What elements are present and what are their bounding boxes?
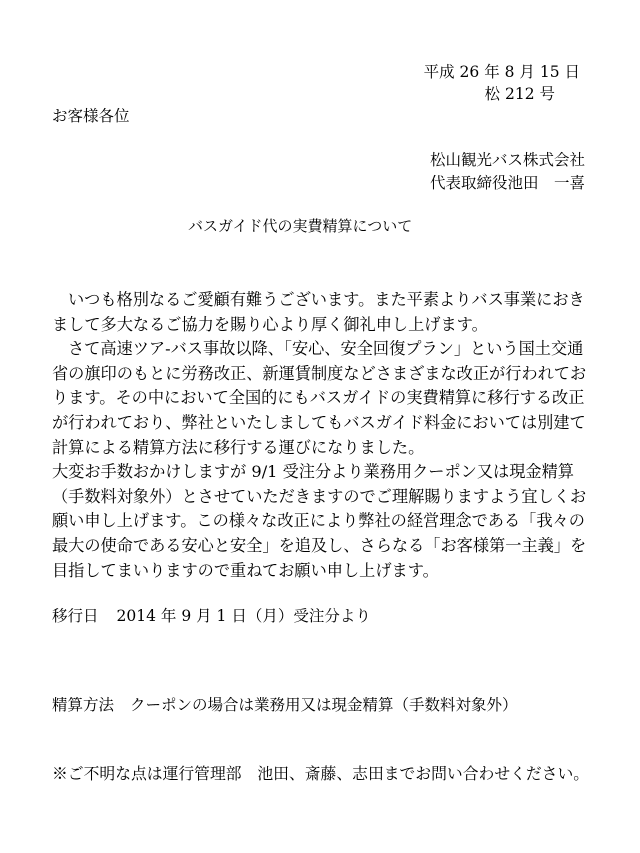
body-line: 最大の使命である安心と安全」を追及し、さらなる「お客様第一主義」を [52, 535, 587, 555]
settlement-method-row [52, 695, 518, 715]
reference-number: 松 212 号 [484, 85, 555, 103]
document-title: バスガイド代の実費精算について [188, 217, 413, 235]
issue-date: 平成 26 年 8 月 15 日 [423, 63, 580, 81]
body-line: さて高速ツア-バス事故以降、「安心、安全回復プラン」という国土交通 [68, 339, 584, 359]
representative-name: 代表取締役池田 一喜 [429, 174, 585, 192]
body-line: まして多大なるご協力を賜り心より厚く御礼申し上げます。 [52, 314, 488, 334]
body-line: 目指してまいりますので重ねてお願い申し上げます。 [52, 560, 439, 580]
body-line: 省の旗印のもとに労務改正、新運賃制度などさまざまな改正が行われてお [52, 363, 587, 383]
body-line: 計算による精算方法に移行する運びになりました。 [52, 437, 425, 457]
body-line: いつも格別なるご愛顧有難うございます。また平素よりバス事業におき [68, 290, 585, 309]
contact-note: ※ご不明な点は運行管理部 池田、斎藤、志田までお問い合わせください。 [52, 764, 590, 783]
addressee: お客様各位 [52, 107, 130, 125]
transition-date-row [52, 606, 371, 626]
body-line: 願い申し上げます。この様々な改正により弊社の経営理念である「我々の [52, 511, 585, 531]
body-line: 大変お手数おかけしますが 9/1 受注分より業務用クーポン又は現金精算 [52, 462, 574, 482]
body-line: が行われており、弊社といたしましてもバスガイド料金においては別建て [52, 412, 586, 432]
body-line: （手数料対象外）とさせていただきますのでご理解賜りますよう宜しくお [52, 486, 587, 506]
settlement-method-label: 精算方法 [52, 696, 115, 714]
settlement-method-value: クーポンの場合は業務用又は現金精算（手数料対象外） [130, 696, 518, 714]
body-line: ります。その中において全国的にもバスガイドの実費精算に移行する改正 [52, 388, 585, 408]
company-name: 松山観光バス株式会社 [429, 151, 585, 169]
body-text [52, 288, 588, 583]
transition-date-value: 2014 年 9 月 1 日（月）受注分より [116, 607, 371, 625]
transition-date-label: 移行日 [52, 607, 99, 625]
